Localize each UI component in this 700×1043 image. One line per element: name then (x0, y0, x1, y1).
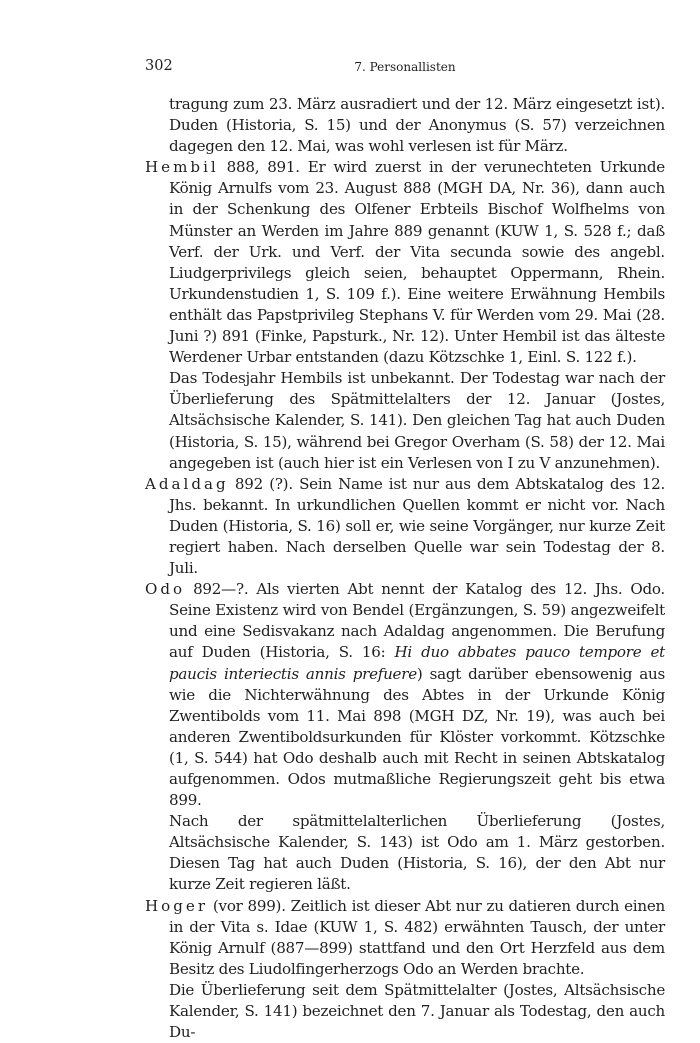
continuation-paragraph: tragung zum 23. März ausradiert und der 12. März eingesetzt ist). Duden (Historia, S. 15) und der Anonymus (S. 57) verzeichnen dagegen den 12. Mai, was wohl verlesen ist für März. (169, 95, 665, 156)
running-head: 7. Personallisten (354, 60, 456, 74)
entry-odo (145, 579, 665, 811)
entry-text-hembil: 888, 891. Er wird zuerst in der verunechteten Urkunde König Arnulfs vom 23. August 888 (MGH DA, Nr. 36), dann auch in der Schenkung des Olfener Erbteils Bischof Wolfhelms von Münster an Werden im Jahre 889 genannt (KUW 1, S. 528 f.; daß Verf. der Urk. und Verf. der Vita secunda sowie des angebl. Liudgerprivilegs gleich seien, behauptet Oppermann, Rhein. Urkundenstudien 1, S. 109 f.). Eine weitere Erwähnung Hembils enthält das Papstprivileg Stephans V. für Werden vom 29. Mai (28. Juni ?) 891 (Finke, Papsturk., Nr. 12). Unter Hembil ist das älteste Werdener Urbar entstanden (dazu Kötzschke 1, Einl. S. 122 f.). (169, 158, 665, 367)
entry-text-hoger: (vor 899). Zeitlich ist dieser Abt nur zu datieren durch einen in der Vita s. Idae (KUW 1, S. 482) erwähnten Tausch, der unter König Arnulf (887—899) stattfand und den Ort Herzfeld aus dem Besitz des Liudolfingerherzogs Odo an Werden brachte. (169, 896, 665, 978)
entry-name-adaldag: Adaldag (145, 474, 229, 493)
page-header (145, 58, 665, 80)
entry-odo-paragraph-2: Nach der spätmittelalterlichen Überlieferung (Jostes, Altsächsische Kalender, S. 143) ist Odo am 1. März gestorben. Diesen Tag hat auch Duden (Historia, S. 16), der den Abt nur kurze Zeit regieren läßt. (169, 812, 665, 894)
entry-text-odo-b: ) sagt darüber ebensowenig aus wie die Nichterwähnung des Abtes in der Urkunde König Zwentibolds vom 11. Mai 898 (MGH DZ, Nr. 19), was auch bei anderen Zwentiboldsurkunden für Klöster vorkommt. Kötzschke (1, S. 544) hat Odo deshalb auch mit Recht in seinen Abtskatalog aufgenommen. Odos mutmaßliche Regierungszeit geht bis etwa 899. (169, 664, 665, 810)
entry-name-odo: Odo (145, 580, 186, 599)
entry-hoger (145, 896, 665, 980)
entry-hembil-paragraph-2: Das Todesjahr Hembils ist unbekannt. Der Todestag war nach der Überlieferung des Spätmittelalters der 12. Januar (Jostes, Altsächsische Kalender, S. 141). Den gleichen Tag hat auch Duden (Historia, S. 15), während bei Gregor Overham (S. 58) der 12. Mai angegeben ist (auch hier ist ein Verlesen von I zu V anzunehmen). (169, 369, 665, 472)
entry-adaldag (145, 474, 665, 579)
latin-quotation: Hi duo abbates pauco tempore et paucis interiectis annis prefuere (169, 643, 665, 683)
entry-hembil (145, 157, 665, 368)
entry-name-hoger: Hoger (145, 896, 209, 915)
page-number: 302 (145, 58, 173, 74)
entry-text-odo-a: 892—?. Als vierten Abt nennt der Katalog des 12. Jhs. Odo. Seine Existenz wird von Bendel (Ergänzungen, S. 59) angezweifelt und eine Sedisvakanz nach Adaldag angenommen. Die Berufung auf Duden (Historia, S. 16: (169, 580, 665, 662)
page-body (145, 94, 665, 1043)
entry-name-hembil: Hembil (145, 158, 219, 177)
entry-hoger-paragraph-2: Die Überlieferung seit dem Spätmittelalter (Jostes, Altsächsische Kalender, S. 141) bezeichnet den 7. Januar als Todestag, den auch Du- (169, 980, 665, 1042)
entry-text-adaldag: 892 (?). Sein Name ist nur aus dem Abtskatalog des 12. Jhs. bekannt. In urkundlichen Quellen kommt er nicht vor. Nach Duden (Historia, S. 16) soll er, wie seine Vorgänger, nur kurze Zeit regiert haben. Nach derselben Quelle war sein Todestag der 8. Juli. (169, 474, 665, 578)
